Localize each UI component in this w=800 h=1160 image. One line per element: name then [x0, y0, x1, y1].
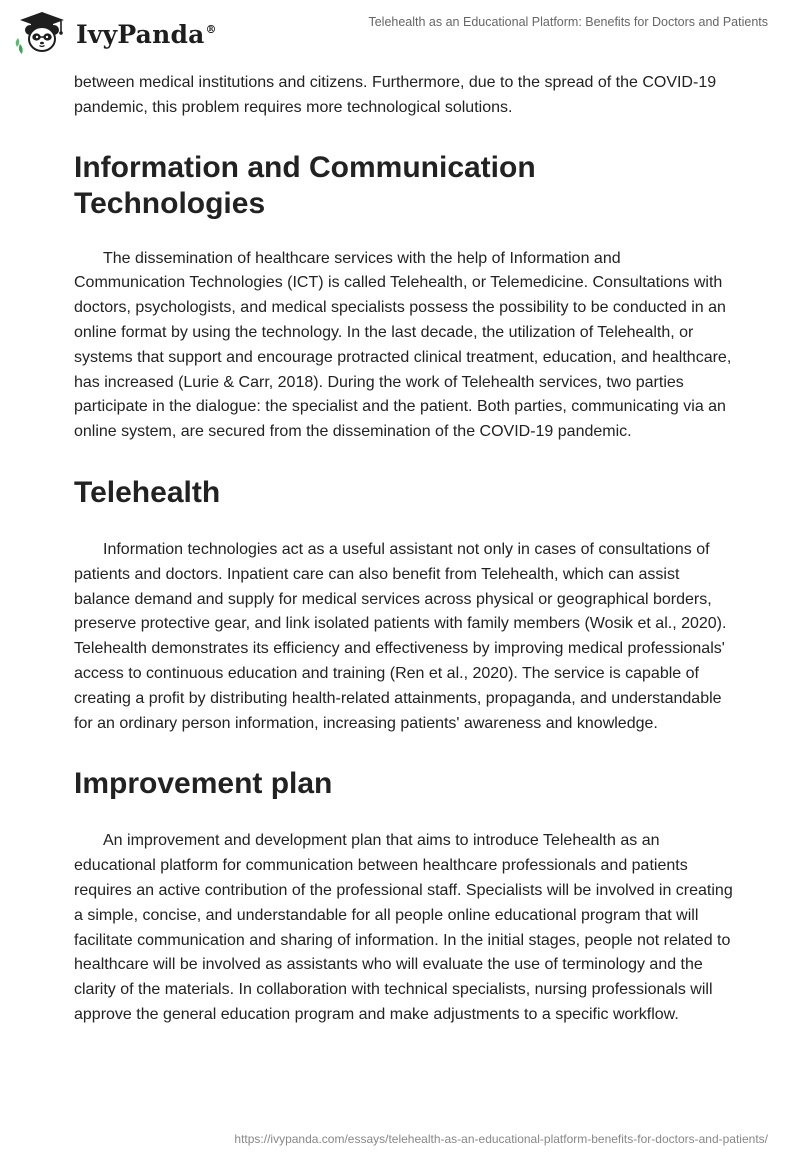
ivypanda-logo[interactable]	[14, 10, 217, 56]
page-header	[0, 0, 800, 64]
document-title: Telehealth as an Educational Platform: Benefits for Doctors and Patients	[368, 15, 768, 29]
section-paragraph-ict: The dissemination of healthcare services with the help of Information and Communication Technologies (ICT) is called Telehealth, or Telemedicine. Consultations with doctors, psychologists, and medical specialists possess the possibility to be conducted in an online format by using the technology. In the last decade, the utilization of Telehealth, or systems that support and encourage protracted clinical treatment, education, and healthcare, has increased (Lurie & Carr, 2018). During the work of Telehealth services, two parties participate in the dialogue: the specialist and the patient. Both parties, communicating via an online system, are secured from the dissemination of the COVID-19 pandemic.	[74, 249, 732, 441]
section-paragraph-improvement-plan: An improvement and development plan that aims to introduce Telehealth as an educational platform for communication between healthcare professionals and patients requires an active contribution of the professional staff. Specialists will be involved in creating a simple, concise, and understandable for all people online educational program that will facilitate communication and sharing of information. In the initial stages, people not related to healthcare will be involved as assistants who will evaluate the use of terminology and the clarity of the materials. In collaboration with technical specialists, nursing professionals will approve the general education program and make adjustments to a specific workflow.	[74, 832, 733, 1023]
logo-wordmark	[76, 20, 217, 49]
intro-paragraph: between medical institutions and citizens. Furthermore, due to the spread of the COVID-19 pandemic, this problem requires more technological solutions.	[74, 74, 717, 116]
article-body	[74, 71, 734, 1028]
panda-graduate-icon	[14, 10, 70, 56]
section-heading-telehealth: Telehealth	[74, 475, 221, 509]
section-heading-improvement-plan: Improvement plan	[74, 767, 333, 801]
section-heading-ict: Information and Communication Technologies	[74, 150, 536, 220]
source-url-link[interactable]: https://ivypanda.com/essays/telehealth-as-an-educational-platform-benefits-for-doctors-and-patients/	[234, 1132, 768, 1146]
brand-name: IvyPanda	[76, 19, 205, 49]
section-paragraph-telehealth: Information technologies act as a useful assistant not only in cases of consultations of patients and doctors. Inpatient care can also benefit from Telehealth, which can assist balance demand and supply for medical services across physical or geographical borders, preserve protective gear, and link isolated patients with family members (Wosik et al., 2020). Telehealth demonstrates its efficiency and effectiveness by improving medical professionals' access to continuous education and training (Ren et al., 2020). The service is capable of creating a profit by distributing health-related attainments, propaganda, and understandable for an ordinary person information, increasing patients' awareness and knowledge.	[74, 540, 727, 732]
registered-mark: ®	[205, 23, 217, 37]
